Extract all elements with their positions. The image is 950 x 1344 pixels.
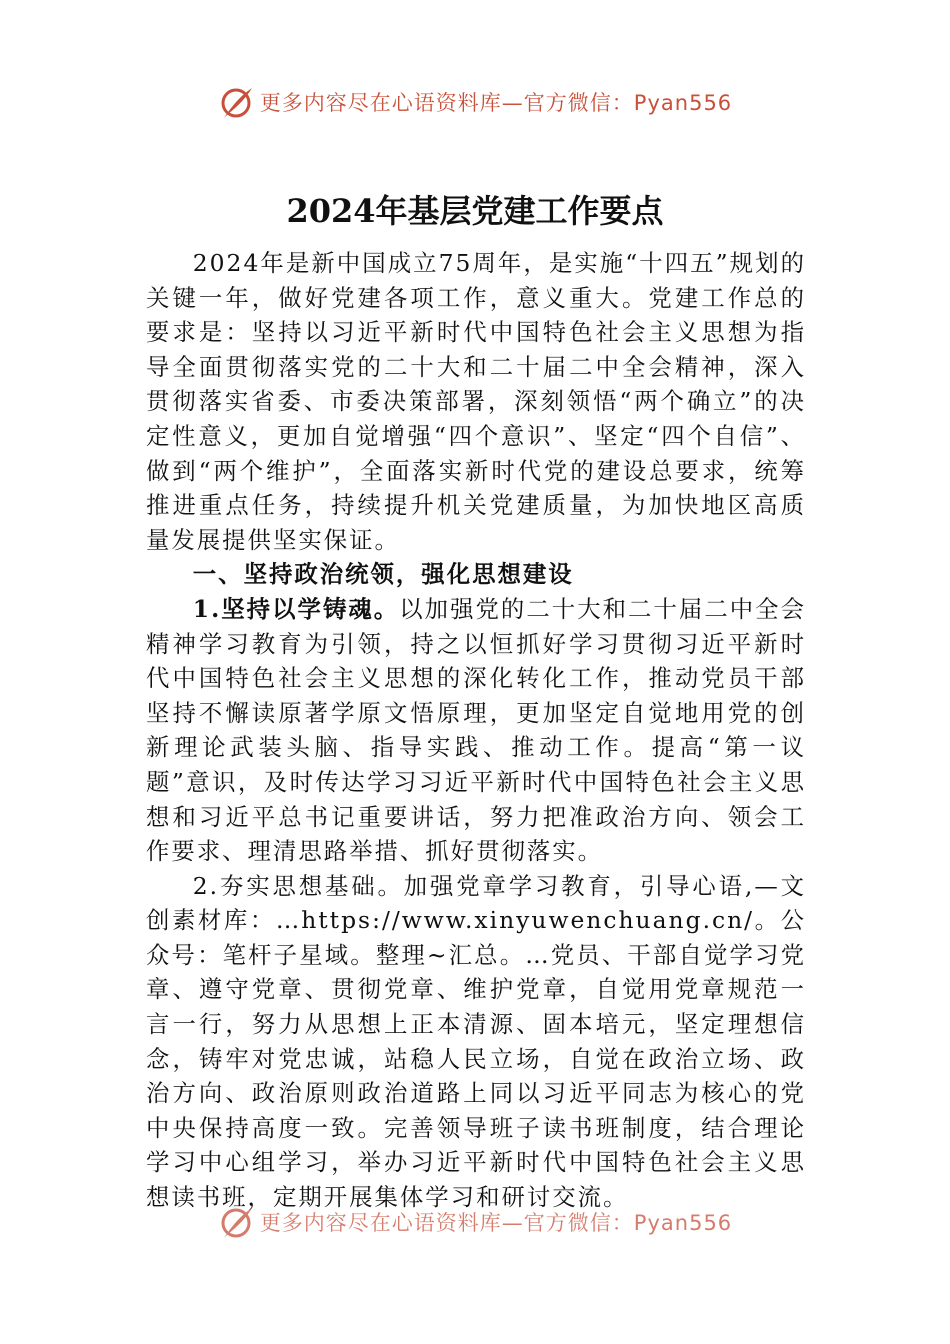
footer-watermark	[0, 1202, 950, 1242]
item-2-paragraph: 2.夯实思想基础。加强党章学习教育，引导心语,—文创素材库：…https://www.xinyuwenchuang.cn/。公众号：笔杆子星域。整理~汇总。…党员、干部自觉学习党章、遵守党章、贯彻党章、维护党章，自觉用党章规范一言一行，努力从思想上正本清源、固本培元，坚定理想信念，铸牢对党忠诚，站稳人民立场，自觉在政治立场、政治方向、政治原则政治道路上同以习近平同志为核心的党中央保持高度一致。完善领导班子读书班制度，结合理论学习中心组学习，举办习近平新时代中国特色社会主义思想读书班，定期开展集体学习和研讨交流。	[146, 871, 806, 1212]
header-watermark	[0, 82, 950, 122]
document-title: 2024年基层党建工作要点	[286, 192, 664, 230]
document-body	[146, 246, 806, 1215]
intro-paragraph: 2024年是新中国成立75周年，是实施“十四五”规划的关键一年，做好党建各项工作，意义重大。党建工作总的要求是：坚持以习近平新时代中国特色社会主义思想为指导全面贯彻落实党的二十大和二十届二中全会精神，深入贯彻落实省委、市委决策部署，深刻领悟“两个确立”的决定性意义，更加自觉增强“四个意识”、坚定“四个自信”、做到“两个维护”，全面落实新时代党的建设总要求，统筹推进重点任务，持续提升机关党建质量，为加快地区高质量发展提供坚实保证。	[146, 249, 806, 554]
footer-watermark-text: 更多内容尽在心语资料库—官方微信：Pyan556	[259, 1211, 733, 1235]
item-1-paragraph	[146, 592, 806, 869]
quill-logo-icon	[218, 84, 254, 120]
item-1-lead: 1.坚持以学铸魂。	[192, 594, 400, 623]
item-1-text: 以加强党的二十大和二十届二中全会精神学习教育为引领，持之以恒抓好学习贯彻习近平新时代中国特色社会主义思想的深化转化工作，推动党员干部坚持不懈读原著学原文悟原理，更加坚定自觉地用党的创新理论武装头脑、指导实践、推动工作。提高“第一议题”意识，及时传达学习习近平新时代中国特色社会主义思想和习近平总书记重要讲话，努力把准政治方向、领会工作要求、理清思路举措、抓好贯彻落实。	[146, 594, 807, 866]
header-watermark-text: 更多内容尽在心语资料库—官方微信：Pyan556	[259, 91, 733, 115]
section-heading: 一、坚持政治统领，强化思想建设	[192, 560, 574, 589]
quill-logo-icon	[218, 1204, 254, 1240]
